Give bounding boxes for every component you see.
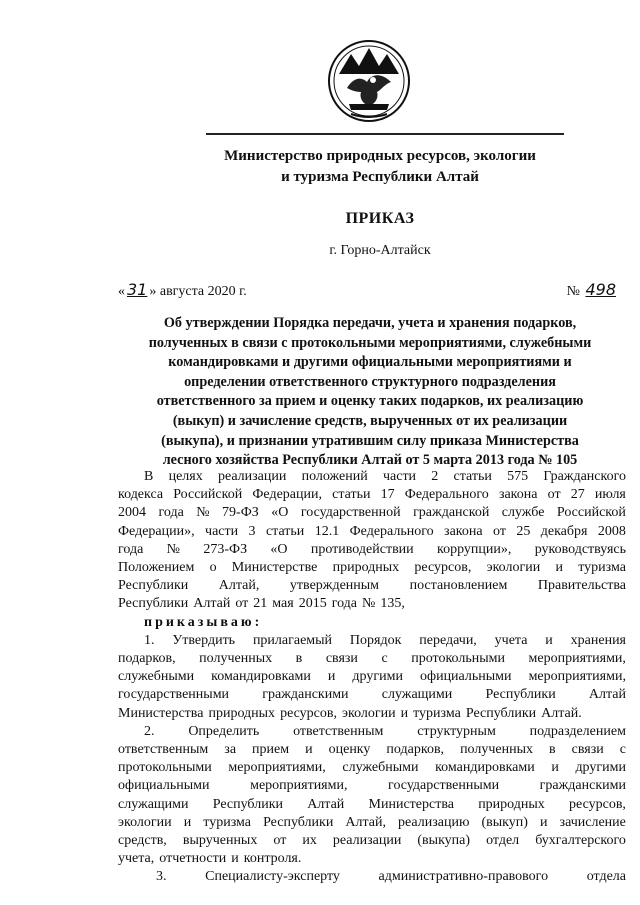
coat-of-arms-icon	[327, 38, 411, 124]
body-line: Республики Алтай от 21 мая 2015 года № 135,	[118, 596, 405, 612]
body-line: подарков, полученных в связи с протокольными мероприятиями,	[118, 651, 626, 667]
body-line: средств, вырученных от их реализации (выкупа) отдел бухгалтерского	[118, 833, 626, 849]
document-date	[118, 280, 247, 300]
number-value-handwritten: 498	[585, 280, 616, 299]
ministry-line-2: и туризма Республики Алтай	[281, 169, 479, 185]
body-line: приказываю:	[144, 614, 263, 630]
title-line: Об утверждении Порядка передачи, учета и хранения подарков,	[163, 315, 577, 331]
body-line: Федерации», части 3 статьи 12.1 Федерального закона от 25 декабря 2008	[118, 523, 626, 539]
document-body	[118, 468, 626, 887]
body-line: кодекса Российской Федерации, статьи 17 Федерального закона от 27 июля	[118, 487, 626, 503]
number-label: №	[566, 284, 580, 299]
title-line: ответственного за прием и оценку таких подарков, их реализацию	[156, 393, 584, 410]
body-line: года № 273-ФЗ «О противодействии коррупции», руководствуясь	[118, 541, 626, 557]
body-line: Положением о Министерстве природных ресурсов, экологии и туризма	[118, 560, 626, 576]
city: г. Горно-Алтайск	[329, 243, 431, 258]
ministry-name	[170, 146, 590, 188]
title-line: (выкуп) и зачисление средств, вырученных от их реализации	[172, 412, 568, 429]
date-prefix: «	[118, 284, 125, 299]
body-line: 1. Утвердить прилагаемый Порядок передачи, учета и хранения	[144, 632, 626, 648]
title-line: (выкупа), и признании утратившим силу приказа Министерства	[161, 432, 579, 449]
title-line: определении ответственного структурного подразделения	[184, 373, 556, 390]
header-rule	[206, 133, 564, 135]
document-number	[567, 280, 618, 300]
body-line: 2. Определить ответственным структурным подразделением	[144, 723, 626, 739]
title-line: лесного хозяйства Республики Алтай от 5 марта 2013 года № 105	[162, 452, 578, 469]
body-line: официальными мероприятиями, государственными гражданскими	[118, 778, 626, 794]
body-line: учета, отчетности и контроля.	[118, 851, 302, 867]
body-line: 2004 года № 79-ФЗ «О государственной гражданской службе Российской	[118, 505, 626, 521]
body-line: ответственным за прием и оценку подарков, полученных в связи с	[118, 742, 626, 758]
body-line: служащими Республики Алтай Министерства природных ресурсов,	[118, 796, 626, 812]
body-line: экологии и туризма Республики Алтай, реализацию (выкуп) и зачисление	[118, 814, 626, 830]
coat-of-arms-emblem	[327, 38, 411, 124]
body-line: В целях реализации положений части 2 статьи 575 Гражданского	[144, 469, 626, 484]
document-type: ПРИКАЗ	[345, 210, 415, 227]
date-day-handwritten: 31	[127, 280, 148, 299]
body-line: Республики Алтай, утвержденным постановлением Правительства	[118, 578, 626, 594]
ministry-line-1: Министерство природных ресурсов, экологии	[224, 148, 536, 164]
title-line: командировками и другими официальными мероприятиями и	[168, 354, 572, 371]
document-title	[110, 314, 630, 471]
date-suffix: » августа 2020 г.	[149, 284, 247, 299]
title-line: полученных в связи с протокольными мероприятиями, служебными	[148, 334, 592, 351]
body-line: служебными командировками и другими официальными мероприятиями,	[118, 669, 626, 685]
body-line: протокольными мероприятиями, служебными командировками и другими	[118, 760, 626, 776]
body-line: государственными гражданскими служащими Республики Алтай	[118, 687, 626, 703]
body-line: 3. Специалисту-эксперту административно-правового отдела	[156, 869, 626, 885]
body-line: Министерства природных ресурсов, экологии и туризма Республики Алтай.	[118, 705, 582, 721]
